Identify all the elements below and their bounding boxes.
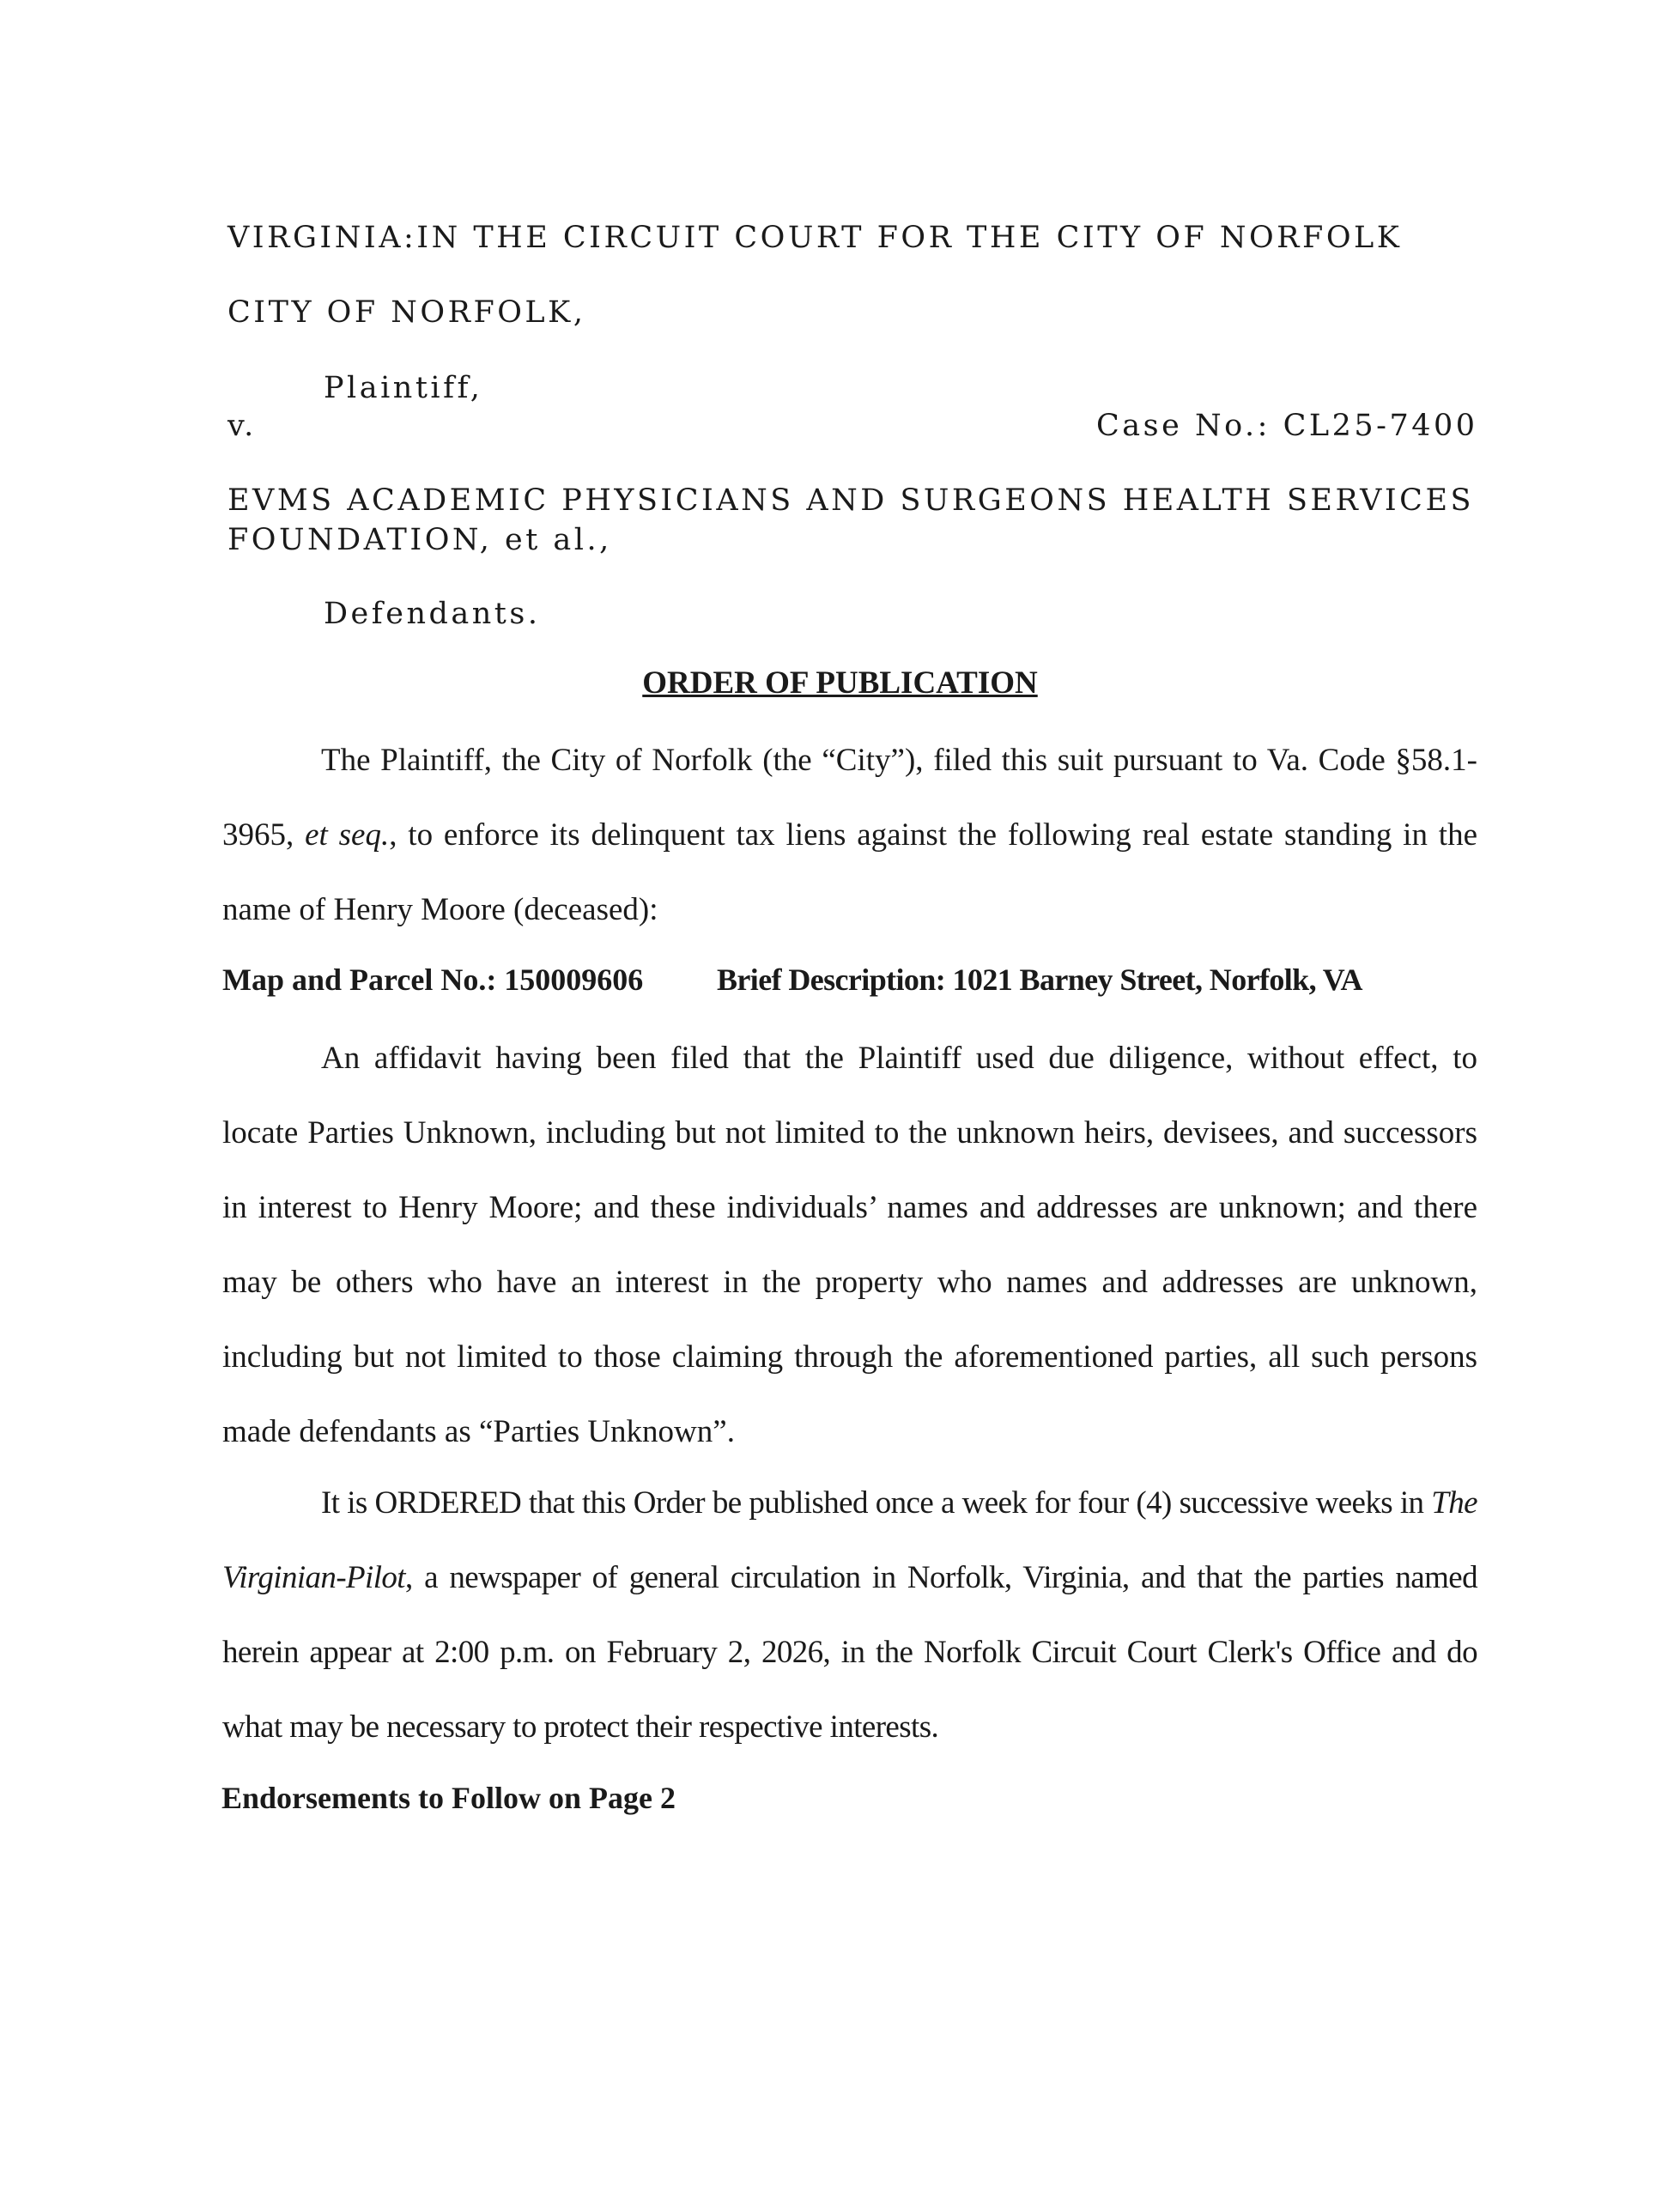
plaintiff-role: Plaintiff,: [324, 371, 483, 405]
paragraph-affidavit: [222, 1021, 1477, 1469]
defendant-line-2: FOUNDATION, et al.,: [227, 523, 612, 557]
paragraph-2-text: An affidavit having been filed that the Plaintiff used due diligence, without effect, to locate Parties Unknown, including but not limited to the unknown heirs, devisees, and successors in interest to Henry Moore; and these individuals’ names and addresses are unknown; and there may be others who have an interest in the property who names and addresses are unknown, including but not limited to those claiming through the aforementioned parties, all such persons made defendants as “Parties Unknown”.: [222, 1041, 1477, 1449]
versus: v.: [227, 409, 257, 443]
endorsements-note: Endorsements to Follow on Page 2: [221, 1781, 676, 1815]
paragraph-3-text-a: It is ORDERED that this Order be published once a week for four (4) successive weeks in: [321, 1485, 1432, 1521]
case-number: Case No.: CL25-7400: [1096, 409, 1478, 443]
court-line: VIRGINIA:IN THE CIRCUIT COURT FOR THE CITY OF NORFOLK: [227, 221, 1403, 255]
defendant-role: Defendants.: [324, 597, 541, 631]
paragraph-1-italic: et seq.: [305, 817, 390, 853]
brief-description: Brief Description: 1021 Barney Street, Norfolk, VA: [717, 962, 1362, 997]
defendant-line-1: EVMS ACADEMIC PHYSICIANS AND SURGEONS HEALTH SERVICES: [227, 483, 1474, 518]
paragraph-suit-basis: [222, 723, 1477, 947]
page-title: ORDER OF PUBLICATION: [642, 665, 1038, 701]
paragraph-1-text-b: , to enforce its delinquent tax liens against the following real estate standing in the name of Henry Moore (deceased):: [222, 817, 1477, 927]
paragraph-3-text-b: , a newspaper of general circulation in Norfolk, Virginia, and that the parties named herein appear at 2:00 p.m. on February 2, 2026, in the Norfolk Circuit Court Clerk's Office and do what may be necessary to protect their respective interests.: [222, 1560, 1477, 1745]
paragraph-order: [222, 1466, 1477, 1764]
paragraph-3-italic: The Virginian-Pilot: [222, 1485, 1477, 1595]
paragraph-1-text-a: The Plaintiff, the City of Norfolk (the “City”), filed this suit pursuant to Va. Code §58.1-3965,: [222, 743, 1477, 853]
map-parcel-number: Map and Parcel No.: 150009606: [222, 962, 644, 997]
plaintiff-name: CITY OF NORFOLK,: [227, 295, 586, 330]
